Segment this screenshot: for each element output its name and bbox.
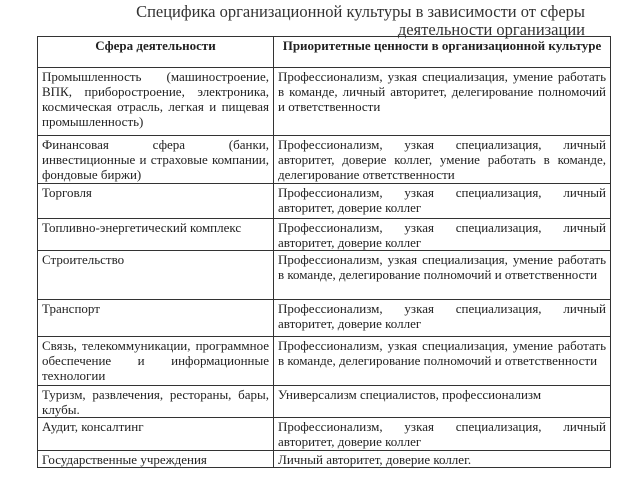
sphere-cell: Торговля (38, 184, 274, 219)
values-cell: Профессионализм, узкая специализация, личный авторитет, доверие коллег (274, 184, 611, 219)
sphere-cell: Аудит, консалтинг (38, 418, 274, 451)
table-title-line-1: Специфика организационной культуры в зависимости от сферы (136, 2, 585, 21)
sphere-cell: Промышленность (машиностроение, ВПК, приборостроение, электроника, космическая отрасль, легкая и пищевая промышленность) (38, 68, 274, 136)
table-title-line-2: деятельности организации (397, 20, 585, 39)
sphere-cell: Финансовая сфера (банки, инвестиционные и страховые компании, фондовые биржи) (38, 136, 274, 184)
sphere-cell: Транспорт (38, 300, 274, 337)
table-row (38, 337, 611, 386)
values-cell: Профессионализм, узкая специализация, личный авторитет, доверие коллег, умение работать в команде, делегирование ответственности (274, 136, 611, 184)
header-values: Приоритетные ценности в организационной культуре (274, 37, 611, 68)
values-cell: Универсализм специалистов, профессионализм (274, 386, 611, 418)
sphere-cell: Туризм, развлечения, рестораны, бары, клубы. (38, 386, 274, 418)
values-cell: Профессионализм, узкая специализация, умение работать в команде, делегирование полномочий и ответственности (274, 251, 611, 300)
table-row (38, 386, 611, 418)
sphere-cell: Связь, телекоммуникации, программное обеспечение и информационные технологии (38, 337, 274, 386)
table-row (38, 184, 611, 219)
table-row (38, 68, 611, 136)
table-row (38, 251, 611, 300)
table-row (38, 219, 611, 251)
sphere-cell: Топливно-энергетический комплекс (38, 219, 274, 251)
values-cell: Профессионализм, узкая специализация, личный авторитет, доверие коллег (274, 418, 611, 451)
table-row (38, 451, 611, 468)
table-row (38, 136, 611, 184)
values-cell: Профессионализм, узкая специализация, личный авторитет, доверие коллег (274, 219, 611, 251)
culture-table (37, 36, 611, 468)
sphere-cell: Строительство (38, 251, 274, 300)
table-row (38, 418, 611, 451)
values-cell: Профессионализм, узкая специализация, умение работать в команде, личный авторитет, делегирование полномочий и ответственности (274, 68, 611, 136)
table-row (38, 300, 611, 337)
header-row (38, 37, 611, 68)
values-cell: Личный авторитет, доверие коллег. (274, 451, 611, 468)
values-cell: Профессионализм, узкая специализация, личный авторитет, доверие коллег (274, 300, 611, 337)
sphere-cell: Государственные учреждения (38, 451, 274, 468)
values-cell: Профессионализм, узкая специализация, умение работать в команде, делегирование полномочий и ответственности (274, 337, 611, 386)
header-sphere: Сфера деятельности (38, 37, 274, 68)
